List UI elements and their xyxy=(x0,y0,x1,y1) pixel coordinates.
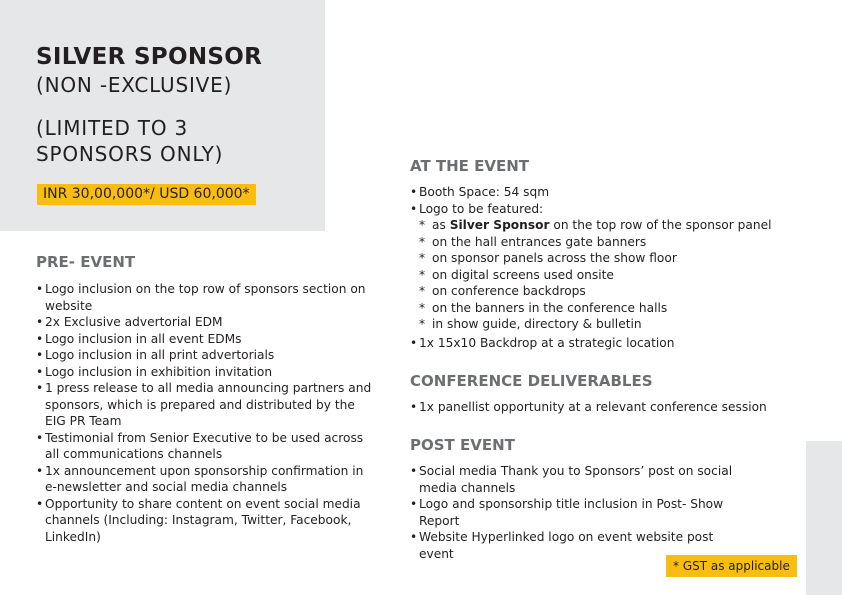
list-item: • 1x announcement upon sponsorship confirmation in e-newsletter and social media channels xyxy=(36,463,376,496)
logo-sub-prefix: as xyxy=(432,218,450,232)
list-item: • Testimonial from Senior Executive to be used across all communications channels xyxy=(36,430,376,463)
list-item-logo-intro: • Logo to be featured: xyxy=(410,201,810,218)
list-item: • Social media Thank you to Sponsors’ post on social media channels xyxy=(410,463,750,496)
side-decoration-strip xyxy=(806,441,842,595)
logo-sub-item: * on conference backdrops xyxy=(419,284,586,298)
pre-event-list xyxy=(36,281,376,545)
post-event-list xyxy=(410,463,750,562)
logo-sub-text: in show guide, directory & bulletin xyxy=(432,317,642,331)
logo-sub-item: * on sponsor panels across the show floor xyxy=(419,251,677,265)
logo-sub-text: on the banners in the conference halls xyxy=(432,300,668,315)
logo-sub-text: on the hall entrances gate banners xyxy=(432,234,647,249)
logo-sub-text: on sponsor panels across the show floor xyxy=(432,251,677,265)
sponsor-tier-label: Silver Sponsor xyxy=(449,218,550,232)
logo-sub-item: * in show guide, directory & bulletin xyxy=(419,317,642,331)
page-title: SILVER SPONSOR xyxy=(36,44,263,70)
at-the-event-list xyxy=(410,184,810,351)
list-item: • 1 press release to all media announcing partners and sponsors, which is prepared and distributed by the EIG PR Team xyxy=(36,380,376,430)
logo-sub-item: * on the banners in the conference halls xyxy=(419,300,668,315)
post-event-heading: POST EVENT xyxy=(410,436,515,454)
logo-sub-item: * on the hall entrances gate banners xyxy=(419,234,647,249)
conference-heading: CONFERENCE DELIVERABLES xyxy=(410,372,653,390)
logo-sub-item: * on digital screens used onsite xyxy=(419,267,614,282)
list-item: • 2x Exclusive advertorial EDM xyxy=(36,314,376,331)
at-the-event-heading: AT THE EVENT xyxy=(410,157,530,175)
list-item: • Logo inclusion in all event EDMs xyxy=(36,331,376,348)
list-item: • Logo inclusion in all print advertorials xyxy=(36,347,376,364)
pre-event-heading: PRE- EVENT xyxy=(36,253,136,271)
logo-sub-text: on digital screens used onsite xyxy=(432,267,614,282)
list-item: • Opportunity to share content on event social media channels (Including: Instagram, Twitter, Facebook, LinkedIn) xyxy=(36,496,376,546)
list-item: • 1x panellist opportunity at a relevant conference session xyxy=(410,399,810,416)
list-item-backdrop: • 1x 15x10 Backdrop at a strategic location xyxy=(410,335,810,352)
conference-list xyxy=(410,399,810,416)
list-item: • Logo inclusion on the top row of sponsors section on website xyxy=(36,281,376,314)
gst-note-badge: * GST as applicable xyxy=(666,555,797,577)
logo-sub-item: * as Silver Sponsor on the top row of the sponsor panel xyxy=(419,218,772,232)
price-badge: INR 30,00,000*/ USD 60,000* xyxy=(37,184,256,205)
logo-sub-suffix: on the top row of the sponsor panel xyxy=(549,218,772,232)
subtitle-exclusivity: (NON -EXCLUSIVE) xyxy=(36,73,233,97)
list-item: • Logo inclusion in exhibition invitation xyxy=(36,364,376,381)
logo-sub-text: on conference backdrops xyxy=(432,284,586,298)
subtitle-limit-line1: (LIMITED TO 3 xyxy=(36,116,189,140)
list-item: • Website Hyperlinked logo on event website post event xyxy=(410,529,750,562)
list-item-booth: • Booth Space: 54 sqm xyxy=(410,184,810,201)
subtitle-limit-line2: SPONSORS ONLY) xyxy=(36,142,224,166)
list-item: • Logo and sponsorship title inclusion in Post- Show Report xyxy=(410,496,750,529)
